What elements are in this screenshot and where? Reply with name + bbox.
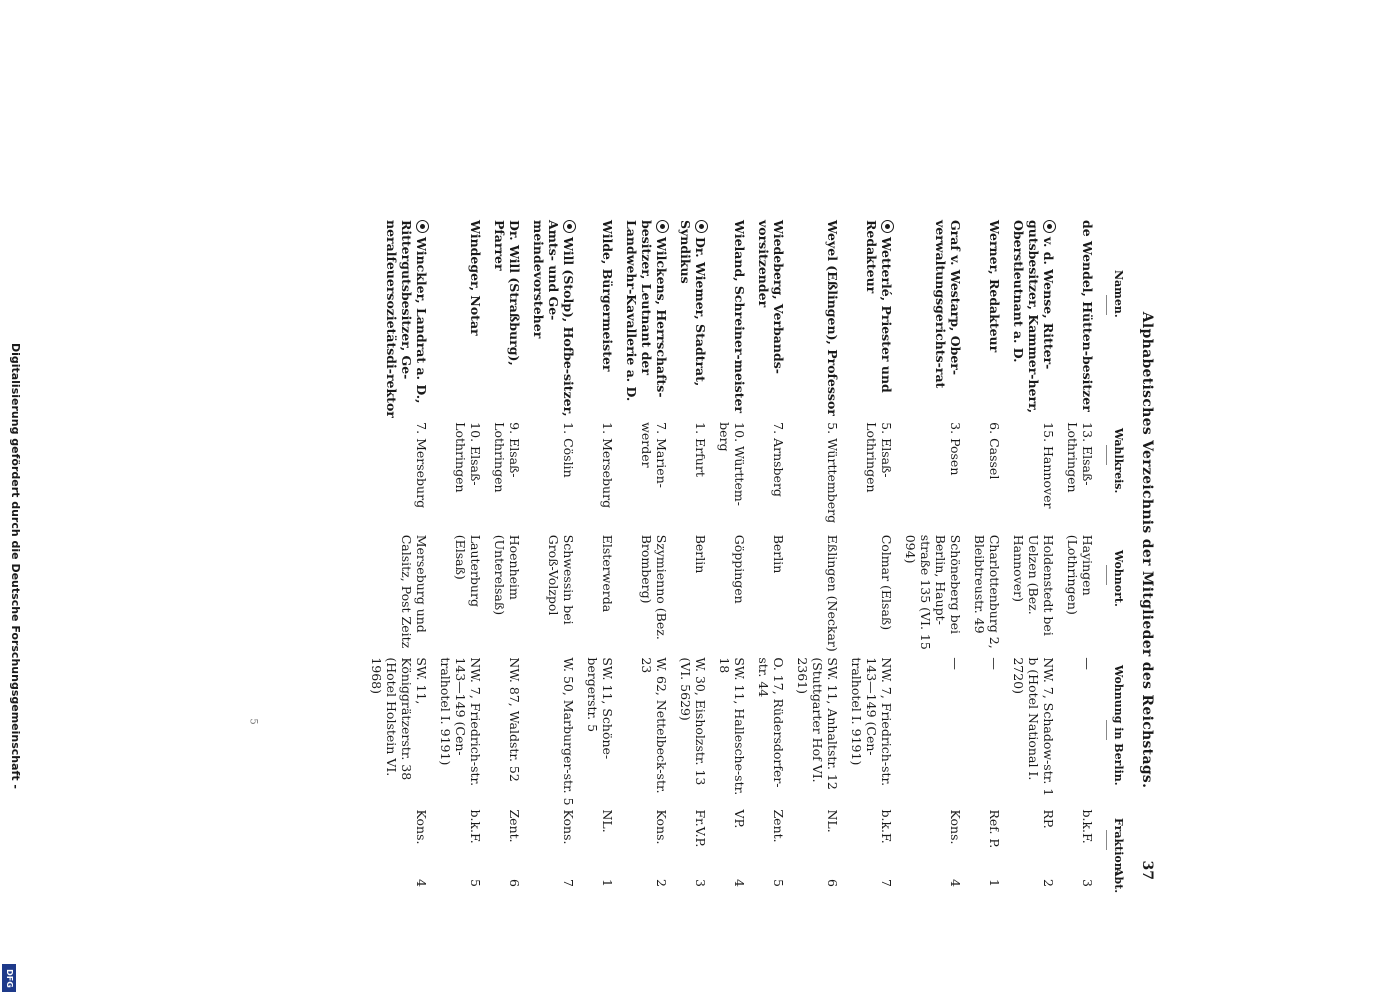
table-row <box>894 220 963 890</box>
member-wohnort <box>522 535 576 658</box>
member-abteilung-text: 6 <box>507 879 522 887</box>
member-fraktion <box>963 809 1002 867</box>
member-name-text: Wilckens, Herrschafts-besitzer, Leutnant der Landwehr-Kavallerie a. D. <box>624 220 669 402</box>
member-name-text: Wetterlé, Priester und Redakteur <box>864 220 894 393</box>
member-wahlkreis-text: 5. Württemberg <box>825 422 840 524</box>
column-header-wahlkreis: Wahlkreis. <box>1112 428 1125 494</box>
member-abteilung-text: 4 <box>732 879 747 887</box>
member-berlin-address-text: SW. 11, Anhaltstr. 12 (Stuttgarter Hof VI. 2361) <box>795 657 840 790</box>
member-berlin-address-text: — <box>987 657 1002 670</box>
table-row <box>429 220 483 890</box>
member-name-text: Winckler, Landrat a. D., Rittergutsbesitzer, Ge-neralfeuersozietätsdi-rektor <box>384 220 429 418</box>
member-name <box>576 220 615 422</box>
member-berlin-address <box>894 657 963 809</box>
member-wahlkreis <box>1056 422 1095 535</box>
page-title: Alphabetisches Verzeichnis der Mitglieder des Reichstags. <box>1139 311 1155 789</box>
member-name-text: v. d. Wense, Ritter-gutsbesitzer, Kammer-herr, Oberstleutnant a. D. <box>1011 220 1056 414</box>
digitization-sidebar <box>0 0 22 1000</box>
circle-dot-icon <box>695 220 708 233</box>
member-wahlkreis <box>708 422 747 535</box>
member-name <box>1056 220 1095 422</box>
member-abteilung <box>1002 867 1056 890</box>
member-berlin-address <box>1002 657 1056 809</box>
member-berlin-address <box>747 657 786 809</box>
member-berlin-address-text: O. 17, Rüdersdorfer-str. 44 <box>756 657 786 788</box>
member-abteilung <box>360 867 429 890</box>
member-name-text: de Wendel, Hütten-besitzer <box>1080 220 1095 412</box>
member-wahlkreis <box>360 422 429 535</box>
member-fraktion-text: Zent. <box>771 809 786 843</box>
member-fraktion-text: Ref. P. <box>987 809 1002 849</box>
member-wahlkreis <box>522 422 576 535</box>
table-row <box>786 220 840 890</box>
member-wahlkreis-text: 3. Posen <box>948 422 963 476</box>
member-abteilung-text: 7 <box>561 879 576 887</box>
member-berlin-address-text: NW. 87, Waldstr. 52 <box>507 657 522 782</box>
member-name <box>840 220 894 422</box>
member-wahlkreis-text: 1. Erfurt <box>693 422 708 477</box>
member-fraktion <box>615 809 669 867</box>
table-row <box>708 220 747 890</box>
member-abteilung <box>615 867 669 890</box>
member-wahlkreis-text: 10. Württem-berg <box>717 422 747 506</box>
member-wahlkreis <box>429 422 483 535</box>
member-name <box>786 220 840 422</box>
member-abteilung-text: 7 <box>879 879 894 887</box>
member-wahlkreis <box>840 422 894 535</box>
member-name <box>429 220 483 422</box>
member-wohnort <box>669 535 708 658</box>
column-header-abt: Abt. <box>1112 868 1125 894</box>
member-name-text: Weyel (Eßlingen), Professor <box>825 220 840 416</box>
member-wohnort <box>786 535 840 658</box>
header-rule <box>1106 830 1107 850</box>
member-name-text: Dr. Will (Straßburg), Pfarrer <box>492 220 522 366</box>
member-fraktion-text: b.k.F. <box>1080 809 1095 844</box>
member-name-text: Wieland, Schreiner-meister <box>732 220 747 414</box>
member-wahlkreis-text: 15. Hannover <box>1041 422 1056 509</box>
member-wohnort <box>429 535 483 658</box>
member-fraktion <box>669 809 708 867</box>
member-fraktion <box>576 809 615 867</box>
member-wohnort-text: Holdenstedt bei Uelzen (Bez. Hannover) <box>1011 534 1056 636</box>
member-abteilung <box>708 867 747 890</box>
member-berlin-address-text: W. 62, Nettelbeck-str. 23 <box>639 657 669 794</box>
rotated-page-container <box>259 200 1159 900</box>
member-name <box>894 220 963 422</box>
member-berlin-address <box>1056 657 1095 809</box>
member-berlin-address-text: SW. 11, Königgrätzerstr. 38 (Hotel Holstein VI. 1968) <box>369 657 429 781</box>
member-wahlkreis-text: 10. Elsaß-Lothringen <box>453 422 483 493</box>
member-name-text: Graf v. Westarp, Ober-verwaltungsgerichts-rat <box>933 220 963 389</box>
member-fraktion <box>483 809 522 867</box>
member-fraktion-text: Kons. <box>948 809 963 845</box>
member-fraktion <box>360 809 429 867</box>
member-name-text: Dr. Wiemer, Stadtrat, Syndikus <box>678 220 708 387</box>
member-abteilung-text: 1 <box>987 879 1002 887</box>
member-wahlkreis-text: 7. Marien-werder <box>639 422 669 488</box>
member-fraktion <box>1056 809 1095 867</box>
scan-page-mark: 5 <box>247 718 259 725</box>
member-wohnort-text: Lauterburg (Elsaß) <box>453 534 483 607</box>
member-wahlkreis-text: 1. Cöslin <box>561 422 576 478</box>
table-row <box>840 220 894 890</box>
member-wahlkreis <box>483 422 522 535</box>
member-name-text: Wilde, Bürgermeister <box>600 220 615 372</box>
member-name <box>708 220 747 422</box>
member-fraktion-text: Kons. <box>561 809 576 845</box>
table-row <box>483 220 522 890</box>
column-header-wohnort: Wohnort. <box>1112 550 1125 607</box>
member-wohnort-text: Hoenheim (Unterelsaß) <box>492 534 522 616</box>
member-berlin-address-text: — <box>948 657 963 670</box>
member-wohnort-text: Göppingen <box>732 534 747 604</box>
member-wahlkreis-text: 6. Cassel <box>987 422 1002 480</box>
member-name-text: Werner, Redakteur <box>987 220 1002 353</box>
member-wahlkreis <box>615 422 669 535</box>
member-wohnort-text: Elsterwerda <box>600 534 615 613</box>
member-name <box>483 220 522 422</box>
member-fraktion <box>786 809 840 867</box>
member-wahlkreis-text: 13. Elsaß-Lothringen <box>1065 422 1095 493</box>
member-abteilung-text: 1 <box>600 879 615 887</box>
member-wahlkreis-text: 9. Elsaß-Lothringen <box>492 422 522 493</box>
member-fraktion-text: Kons. <box>414 809 429 845</box>
header-rule <box>1106 445 1107 465</box>
member-fraktion <box>429 809 483 867</box>
member-wohnort <box>1002 535 1056 658</box>
member-fraktion-text: Zent. <box>507 809 522 843</box>
member-name <box>1002 220 1056 422</box>
member-fraktion-text: b.k.F. <box>468 809 483 844</box>
member-name <box>615 220 669 422</box>
member-fraktion-text: VP. <box>732 809 747 829</box>
member-wohnort-text: Szymienno (Bez. Bromberg) <box>639 534 669 640</box>
member-fraktion-text: Fr.V.P. <box>693 809 708 848</box>
member-name-text: Windeger, Notar <box>468 220 483 336</box>
member-fraktion <box>894 809 963 867</box>
member-wohnort <box>747 535 786 658</box>
member-abteilung-text: 5 <box>468 879 483 887</box>
member-fraktion <box>840 809 894 867</box>
circle-dot-icon <box>1043 220 1056 233</box>
member-wohnort <box>483 535 522 658</box>
member-abteilung <box>894 867 963 890</box>
circle-dot-icon <box>656 220 669 233</box>
member-fraktion <box>747 809 786 867</box>
member-wahlkreis-text: 7. Merseburg <box>414 422 429 509</box>
document-sheet <box>259 200 1159 900</box>
member-abteilung <box>522 867 576 890</box>
member-fraktion-text: RP. <box>1041 809 1056 829</box>
table-row <box>669 220 708 890</box>
member-fraktion <box>522 809 576 867</box>
member-berlin-address-text: NW. 7, Friedrich-str. 143—149 (Cen-tralhotel I. 9191) <box>849 657 894 787</box>
member-wahlkreis <box>786 422 840 535</box>
member-name-text: Will (Stolp), Hofbe-sitzer, Amts- und Ge-meindevorsteher <box>531 220 576 417</box>
member-wahlkreis-text: 1. Merseburg <box>600 422 615 509</box>
dfg-logo-icon: DFG <box>2 964 16 992</box>
circle-dot-icon <box>416 220 429 233</box>
member-berlin-address <box>615 657 669 809</box>
member-abteilung <box>669 867 708 890</box>
member-wahlkreis <box>576 422 615 535</box>
member-wohnort <box>894 535 963 658</box>
member-abteilung-text: 5 <box>771 879 786 887</box>
member-wohnort <box>615 535 669 658</box>
member-wohnort-text: Eßlingen (Neckar) <box>825 534 840 652</box>
member-abteilung <box>483 867 522 890</box>
member-berlin-address <box>483 657 522 809</box>
member-wohnort <box>1056 535 1095 658</box>
member-wohnort-text: Schöneberg bei Berlin, Haupt-straße 135 (VI. 15 094) <box>903 534 963 650</box>
header-rule <box>1106 720 1107 740</box>
member-berlin-address <box>669 657 708 809</box>
member-berlin-address <box>576 657 615 809</box>
member-abteilung-text: 4 <box>414 879 429 887</box>
member-berlin-address-text: W. 30, Eisholzstr. 13 (VI. 5629) <box>678 657 708 786</box>
table-row <box>747 220 786 890</box>
member-abteilung-text: 4 <box>948 879 963 887</box>
member-wohnort-text: Berlin <box>693 534 708 574</box>
member-berlin-address <box>429 657 483 809</box>
column-header-berlin: Wohnung in Berlin. <box>1112 665 1125 786</box>
digitization-note: Digitalisierung gefördert durch die Deutsche Forschungsgemeinschaft - <box>9 342 22 789</box>
member-name <box>522 220 576 422</box>
member-wohnort-text: Colmar (Elsaß) <box>879 534 894 631</box>
member-wahlkreis <box>963 422 1002 535</box>
member-wohnort-text: Merseburg und Calsitz, Post Zeitz <box>399 534 429 649</box>
member-abteilung-text: 3 <box>693 879 708 887</box>
member-fraktion-text: NL. <box>825 809 840 833</box>
member-abteilung <box>429 867 483 890</box>
member-abteilung <box>747 867 786 890</box>
member-berlin-address <box>963 657 1002 809</box>
member-fraktion <box>1002 809 1056 867</box>
member-abteilung-text: 6 <box>825 879 840 887</box>
member-berlin-address <box>522 657 576 809</box>
page-number: 37 <box>1139 860 1155 880</box>
table-row <box>522 220 576 890</box>
member-table <box>360 220 1095 890</box>
table-row <box>360 220 429 890</box>
member-berlin-address <box>786 657 840 809</box>
member-berlin-address-text: SW. 11, Hallesche-str. 18 <box>717 657 747 796</box>
header-rule <box>1106 565 1107 585</box>
member-wahlkreis <box>1002 422 1056 535</box>
member-wohnort <box>840 535 894 658</box>
member-berlin-address-text: SW. 11, Schöne-bergerstr. 5 <box>585 657 615 760</box>
table-row <box>576 220 615 890</box>
member-berlin-address-text: NW. 7, Schadow-str. 1 b (Hotel National I. 2720) <box>1011 657 1056 797</box>
member-fraktion-text: Kons. <box>654 809 669 845</box>
member-wohnort <box>963 535 1002 658</box>
member-wohnort-text: Schwessin bei Groß-Volzpol <box>546 534 576 625</box>
member-wohnort-text: Hayingen (Lothringen) <box>1065 534 1095 615</box>
member-wahlkreis <box>747 422 786 535</box>
member-wahlkreis <box>894 422 963 535</box>
member-abteilung <box>963 867 1002 890</box>
circle-dot-icon <box>563 220 576 233</box>
column-header-fraktion: Fraktion. <box>1112 818 1125 875</box>
member-wohnort <box>576 535 615 658</box>
member-wohnort <box>360 535 429 658</box>
member-abteilung <box>1056 867 1095 890</box>
table-row <box>963 220 1002 890</box>
member-wahlkreis-text: 7. Arnsberg <box>771 422 786 497</box>
member-berlin-address <box>360 657 429 809</box>
member-name <box>747 220 786 422</box>
member-name <box>360 220 429 422</box>
member-wohnort-text: Berlin <box>771 534 786 574</box>
member-berlin-address-text: W. 50, Marburger-str. 5 <box>561 657 576 806</box>
member-fraktion <box>708 809 747 867</box>
member-name-text: Wiedeberg, Verbands-vorsitzender <box>756 220 786 374</box>
member-berlin-address <box>708 657 747 809</box>
table-row <box>1002 220 1056 890</box>
member-name <box>963 220 1002 422</box>
header-rule <box>1106 295 1107 315</box>
circle-dot-icon <box>881 220 894 233</box>
member-wohnort-text: Charlottenburg 2, Bleibtreustr. 49 <box>972 534 1002 649</box>
member-wahlkreis <box>669 422 708 535</box>
table-row <box>615 220 669 890</box>
member-name <box>669 220 708 422</box>
member-abteilung <box>786 867 840 890</box>
member-abteilung-text: 2 <box>654 879 669 887</box>
member-fraktion-text: NL. <box>600 809 615 833</box>
table-row <box>1056 220 1095 890</box>
column-header-name: Namen. <box>1112 270 1125 318</box>
member-wahlkreis-text: 5. Elsaß-Lothringen <box>864 422 894 493</box>
member-abteilung <box>576 867 615 890</box>
member-berlin-address-text: NW. 7, Friedrich-str. 143—149 (Cen-tralhotel I. 9191) <box>438 657 483 787</box>
member-fraktion-text: b.k.F. <box>879 809 894 844</box>
member-berlin-address <box>840 657 894 809</box>
member-wohnort <box>708 535 747 658</box>
member-abteilung <box>840 867 894 890</box>
member-abteilung-text: 3 <box>1080 879 1095 887</box>
member-abteilung-text: 2 <box>1041 879 1056 887</box>
member-berlin-address-text: — <box>1080 657 1095 670</box>
